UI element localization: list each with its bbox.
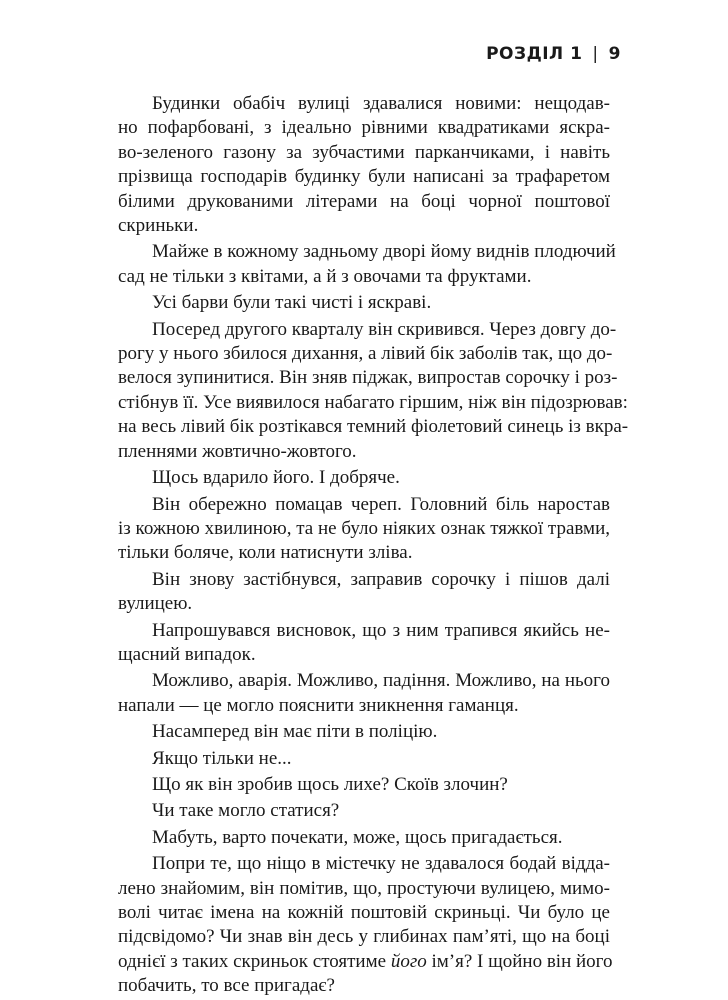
paragraph [118, 92, 610, 238]
paragraph [118, 240, 616, 289]
text-line: Напрошувався висновок, що з ним трапився якийсь не- [152, 619, 610, 641]
paragraph [118, 799, 610, 823]
text-line: Майже в кожному задньому дворі йому виднів плодючий [152, 241, 616, 263]
paragraph [118, 568, 610, 617]
body-text [118, 92, 629, 999]
paragraph [118, 720, 610, 744]
paragraph [118, 291, 610, 315]
text-line: вулицею. [118, 593, 193, 615]
text-line: но пофарбовані, з ідеально рівними квадратиками яскра- [118, 117, 610, 139]
text-line: стібнув її. Усе виявилося набагато гіршим, ніж він підозрював: [118, 391, 628, 413]
text-line: Попри те, що ніщо в містечку не здавалося бодай відда- [152, 853, 610, 875]
paragraph [118, 747, 610, 771]
text-line: Будинки обабіч вулиці здавалися новими: нещодав- [152, 93, 610, 114]
text-line: напали — це могло пояснити зникнення гаманця. [118, 694, 519, 716]
paragraph [118, 493, 610, 566]
text-line: білими друкованими літерами на боці чорної поштової [118, 190, 610, 212]
text-line: пленнями жовтично-жовтого. [118, 440, 357, 462]
text-line: скриньки. [118, 215, 199, 237]
text-line: щасний випадок. [118, 643, 256, 665]
emphasized-word: його [390, 950, 427, 972]
header-separator: | [592, 44, 599, 64]
paragraph [118, 466, 610, 490]
text-line: Він знову застібнувся, заправив сорочку і пішов далі [152, 568, 610, 590]
text-line: Мабуть, варто почекати, може, щось пригадається. [152, 826, 563, 848]
text-segment: ім’я? І щойно він його [426, 950, 613, 972]
text-line: Можливо, аварія. Можливо, падіння. Можливо, на нього [152, 670, 610, 692]
text-line: Посеред другого кварталу він скривився. Через довгу до- [152, 318, 617, 340]
text-line: тільки боляче, коли натиснути зліва. [118, 542, 413, 564]
paragraph [118, 619, 610, 668]
text-line: на весь лівий бік розтікався темний фіолетовий синець із вкра- [118, 416, 629, 438]
paragraph [118, 669, 610, 718]
text-line: Що як він зробив щось лихе? Скоїв злочин? [152, 773, 508, 795]
text-line-mixed [118, 950, 613, 974]
text-line: побачить, то все пригадає? [118, 975, 335, 997]
text-line: прізвища господарів будинку були написані за трафаретом [118, 166, 610, 188]
text-line: велося зупинитися. Він зняв піджак, випростав сорочку і роз- [118, 367, 618, 389]
text-line: Якщо тільки не... [152, 747, 292, 769]
text-line: волі читає імена на кожній поштовій скриньці. Чи було це [118, 902, 610, 923]
page-number: 9 [608, 44, 621, 64]
paragraph [118, 773, 610, 797]
text-line: із кожною хвилиною, та не було ніяких ознак тяжкої травми, [118, 517, 610, 539]
chapter-label: РОЗДІЛ 1 [486, 44, 583, 64]
text-line: підсвідомо? Чи знав він десь у глибинах пам’яті, що на боці [118, 926, 610, 948]
text-line: лено знайомим, він помітив, що, простуючи вулицею, мимо- [118, 877, 610, 899]
text-line: Чи таке могло статися? [152, 800, 340, 822]
text-line: Він обережно помацав череп. Головний біль наростав [152, 493, 610, 515]
text-line: Усі барви були такі чисті і яскраві. [152, 292, 432, 314]
paragraph [118, 852, 613, 998]
text-line: рогу у нього збилося дихання, а лівий бік заболів так, що до- [118, 343, 613, 365]
text-line: Щось вдарило його. І добряче. [152, 467, 400, 489]
running-head [486, 44, 621, 64]
text-line: во-зеленого газону за зубчастими парканчиками, і навіть [118, 141, 610, 163]
text-segment: однієї з таких скриньок стоятиме [118, 950, 391, 972]
paragraph [118, 826, 610, 850]
text-line: сад не тільки з квітами, а й з овочами та фруктами. [118, 265, 532, 287]
text-line: Насамперед він має піти в поліцію. [152, 721, 438, 743]
paragraph [118, 318, 629, 464]
